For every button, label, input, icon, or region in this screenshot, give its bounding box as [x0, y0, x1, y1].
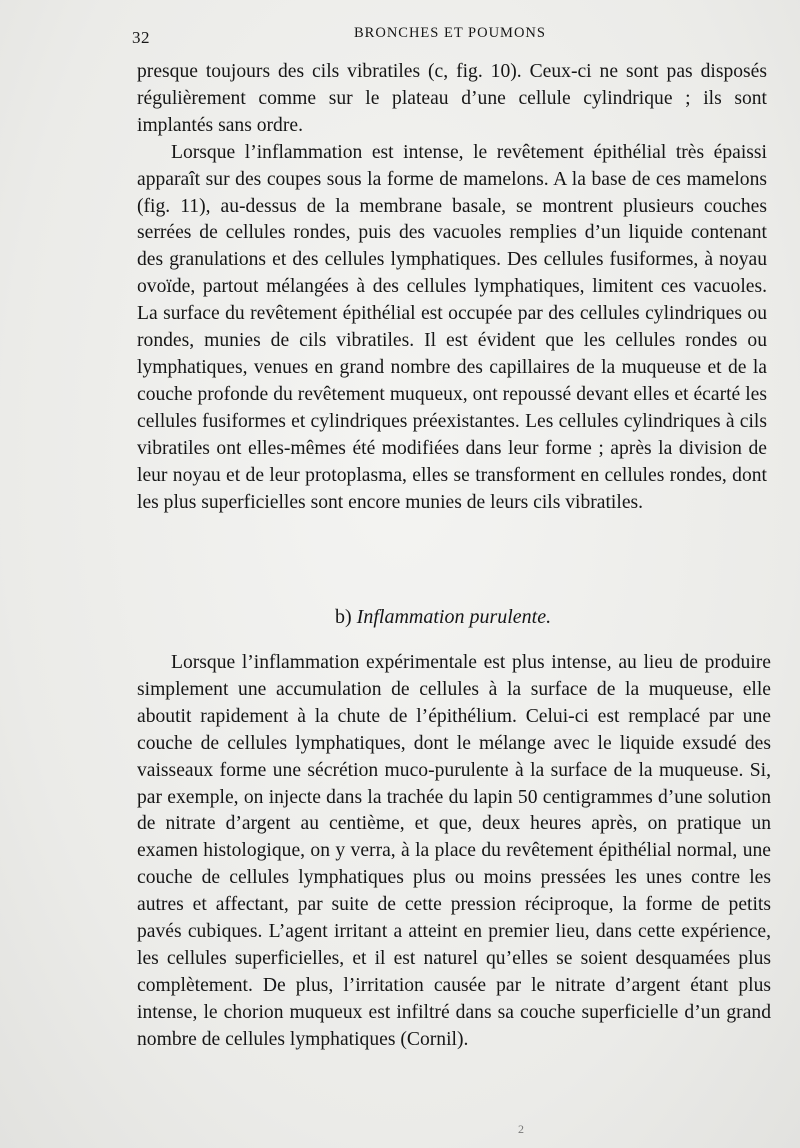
- section-heading: [335, 606, 551, 629]
- signature-mark: 2: [518, 1122, 524, 1136]
- text-block-bottom: [137, 650, 771, 1054]
- paragraph: Lorsque l’inflammation expérimentale est plus intense, au lieu de produire simplement une accumulation de cellules à la surface de la muqueuse, elle aboutit rapidement à la chute de l’épithélium. Celui-ci est remplacé par une couche de cellules lymphatiques, dont le mélange avec le liquide exsudé des vaisseaux forme une sécrétion muco-purulente à la surface de la muqueuse. Si, par exemple, on injecte dans la trachée du lapin 50 centigrammes d’une solution de nitrate d’argent au centième, et que, deux heures après, on pratique un examen histologique, on y verra, à la place du revêtement épithélial normal, une couche de cellules lymphatiques plus ou moins pressées les unes contre les autres et affectant, par suite de cette pression réciproque, la forme de petits pavés cubiques. L’agent irritant a atteint en premier lieu, dans cette expérience, les cellules superficielles, et il est naturel qu’elles se soient desquamées plus complètement. De plus, l’irritation causée par le nitrate d’argent étant plus intense, le chorion muqueux est infiltré dans sa couche superficielle d’un grand nombre de cellules lymphatiques (Cornil).: [137, 652, 771, 1050]
- paragraph: Lorsque l’inflammation est intense, le revêtement épithélial très épaissi apparaît sur des coupes sous la forme de mamelons. A la base de ces mamelons (fig. 11), au-dessus de la membrane basale, se montrent plusieurs couches serrées de cellules rondes, puis des vacuoles remplies d’un liquide contenant des granulations et des cellules lymphatiques. Des cellules fusiformes, à noyau ovoïde, partout mélangées à des cellules lymphatiques, limitent ces vacuoles. La surface du revêtement épithélial est occupée par des cellules cylindriques ou rondes, munies de cils vibratiles. Il est évident que les cellules rondes ou lymphatiques, venues en grand nombre des capillaires de la muqueuse et de la couche profonde du revêtement muqueux, ont repoussé devant elles et écarté les cellules fusiformes et cylindriques préexistantes. Les cellules cylindriques à cils vibratiles ont elles-mêmes été modifiées dans leur forme ; après la division de leur noyau et de leur protoplasma, elles se transforment en cellules rondes, dont les plus superficielles sont encore munies de leurs cils vibratiles.: [137, 141, 767, 513]
- page-number: 32: [132, 28, 150, 47]
- text-block-top: [137, 59, 767, 516]
- section-title: Inflammation purulente.: [356, 606, 552, 628]
- page-header: [132, 22, 770, 48]
- paragraph-continued: presque toujours des cils vibratiles (c, fig. 10). Ceux-ci ne sont pas disposés régulièrement comme sur le plateau d’une cellule cylindrique ; ils sont implantés sans ordre.: [137, 61, 767, 136]
- running-head: BRONCHES ET POUMONS: [354, 25, 546, 41]
- section-marker: b): [335, 606, 352, 628]
